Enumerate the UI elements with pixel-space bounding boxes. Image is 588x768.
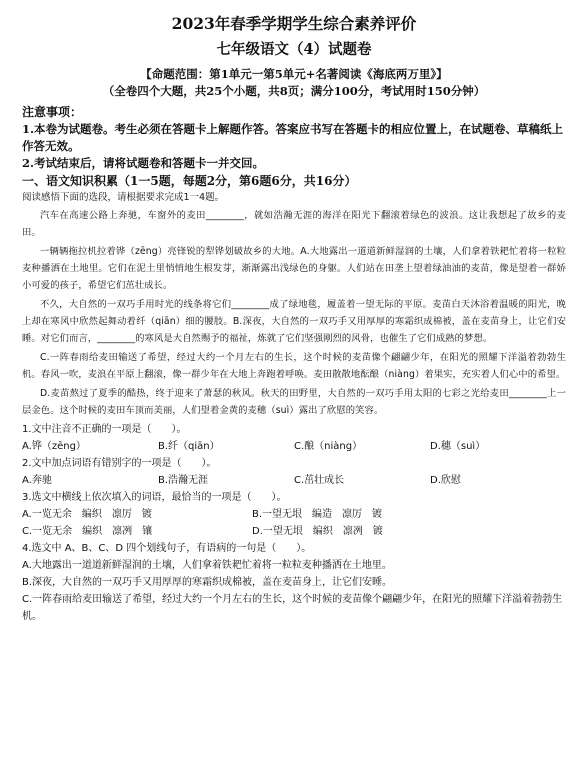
- option-c: C.一览无余 编织 凛冽 镶: [22, 526, 153, 537]
- option-d: D.穗（suì）: [430, 441, 486, 452]
- option-c: C.一阵春雨给麦田输送了希望，经过大约一个月左右的生长，这个时候的麦苗像个翩翩少年，在阳光的照耀下洋溢着勃勃生机。: [22, 594, 563, 622]
- option-d: D.欣慰: [430, 475, 461, 486]
- question-3: [22, 489, 566, 540]
- options-row: [22, 506, 566, 523]
- section-1-title: 一、语文知识积累（1一5题，每题2分，第6题6分，共16分）: [22, 174, 357, 188]
- question-1: [22, 421, 566, 455]
- passage-paragraph-3: 不久，大自然的一双巧手用时光的线条将它们________成了绿地毯，履盖着一望无际的平原。麦苗白天沐浴着温暖的阳光，晚上却在寒风中欣然起舞动着纤（qiān）细的腰肢。B.深夜，大自然的一双巧手又用厚厚的寒霜织成棉被，盖在麦苗身上，让它们安睡。对它们而言，________的寒风是大自然赐予的福祉，炼就了它们坚强刚烈的风骨，也催生了它们成熟的梦想。: [22, 299, 566, 344]
- question-stem: 3.选文中横线上依次填入的词语，最恰当的一项是（ ）。: [22, 492, 287, 503]
- notice-item-2: 2.考试结束后，请将试题卷和答题卡一并交回。: [22, 156, 265, 170]
- option-d: D.一望无垠 编织 凛冽 镀: [252, 526, 383, 537]
- option-a: A.大地露出一道道新鲜湿润的土壤，人们拿着铁耙忙着将一粒粒麦种播洒在土地里。: [22, 560, 392, 571]
- passage-paragraph-4: C.一阵春雨给麦田输送了希望，经过大约一个月左右的生长，这个时候的麦苗像个翩翩少年，在阳光的照耀下洋溢着勃勃生机。春风一吹，麦浪在平原上翻滚，像一群少年在大地上奔跑着呼唤。麦田散散地酝酿（niàng）着果实，充实着人们心中的希望。: [22, 352, 566, 380]
- passage-paragraph-1: 汽车在高速公路上奔驰，车窗外的麦田________，就如浩瀚无涯的海洋在阳光下翻滚着绿色的波浪。这让我想起了故乡的麦田。: [22, 210, 566, 238]
- question-stem: 2.文中加点词语有错别字的一项是（ ）。: [22, 458, 217, 469]
- exam-scope: 【命题范围：第1单元一第5单元+名著阅读《海底两万里》】: [140, 67, 448, 81]
- exam-title: 2023年春季学期学生综合素养评价: [171, 14, 417, 33]
- options-row: [22, 523, 566, 540]
- passage-paragraph-5: D.麦苗熬过了夏季的酷热，终于迎来了萧瑟的秋风。秋天的田野里，大自然的一双巧手用太阳的七彩之光给麦田________上一层金色。这个时候的麦田车顶而美丽，人们望着金黄的麦穗（suì）露出了欣慰的笑容。: [22, 388, 566, 416]
- notice-heading: 注意事项：: [22, 105, 83, 119]
- question-stem: 1.文中注音不正确的一项是（ ）。: [22, 424, 187, 435]
- exam-subtitle: 七年级语文（4）试题卷: [216, 41, 372, 58]
- section-1-instruction: 阅读感悟下面的选段，请根据要求完成1一4题。: [22, 192, 225, 203]
- question-4: [22, 540, 566, 625]
- options-row: [22, 472, 566, 489]
- option-a: A.铧（zēng）: [22, 441, 86, 452]
- option-b: B.纤（qiān）: [158, 441, 220, 452]
- option-b: B.一望无垠 编造 凛厉 镀: [252, 509, 383, 520]
- option-b: B.深夜，大自然的一双巧手又用厚厚的寒霜织成棉被，盖在麦苗身上，让它们安睡。: [22, 577, 393, 588]
- notice-item-1: 1.本卷为试题卷。考生必须在答题卡上解题作答。答案应书写在答题卡的相应位置上，在试题卷、草稿纸上作答无效。: [22, 122, 563, 153]
- passage-paragraph-2: 一辆辆拖拉机拉着铧（zēng）亮锋锐的犁铧划破故乡的大地。A.大地露出一道道新鲜湿润的土壤，人们拿着铁耙忙着将一粒粒麦种播洒在土地里。它们在泥土里悄悄地生根发芽，渐渐露出浅绿色的身躯。人们站在田垄上望着绿油油的麦苗，像是望着一群娇小可爱的孩子，希望它们茁壮成长。: [22, 246, 566, 291]
- question-stem: 4.选文中 A、B、C、D 四个划线句子，有语病的一句是（ ）。: [22, 543, 312, 554]
- options-row: [22, 438, 566, 455]
- reading-passage: [22, 207, 566, 419]
- option-a: A.奔驰: [22, 475, 52, 486]
- exam-meta: （全卷四个大题，共25个小题，共8页；满分100分，考试用时150分钟）: [102, 84, 486, 98]
- option-c: C.茁壮成长: [294, 475, 345, 486]
- option-b: B.浩瀚无涯: [158, 475, 209, 486]
- option-a: A.一览无余 编织 凛厉 镀: [22, 509, 152, 520]
- question-2: [22, 455, 566, 489]
- option-c: C.酿（niàng）: [294, 441, 363, 452]
